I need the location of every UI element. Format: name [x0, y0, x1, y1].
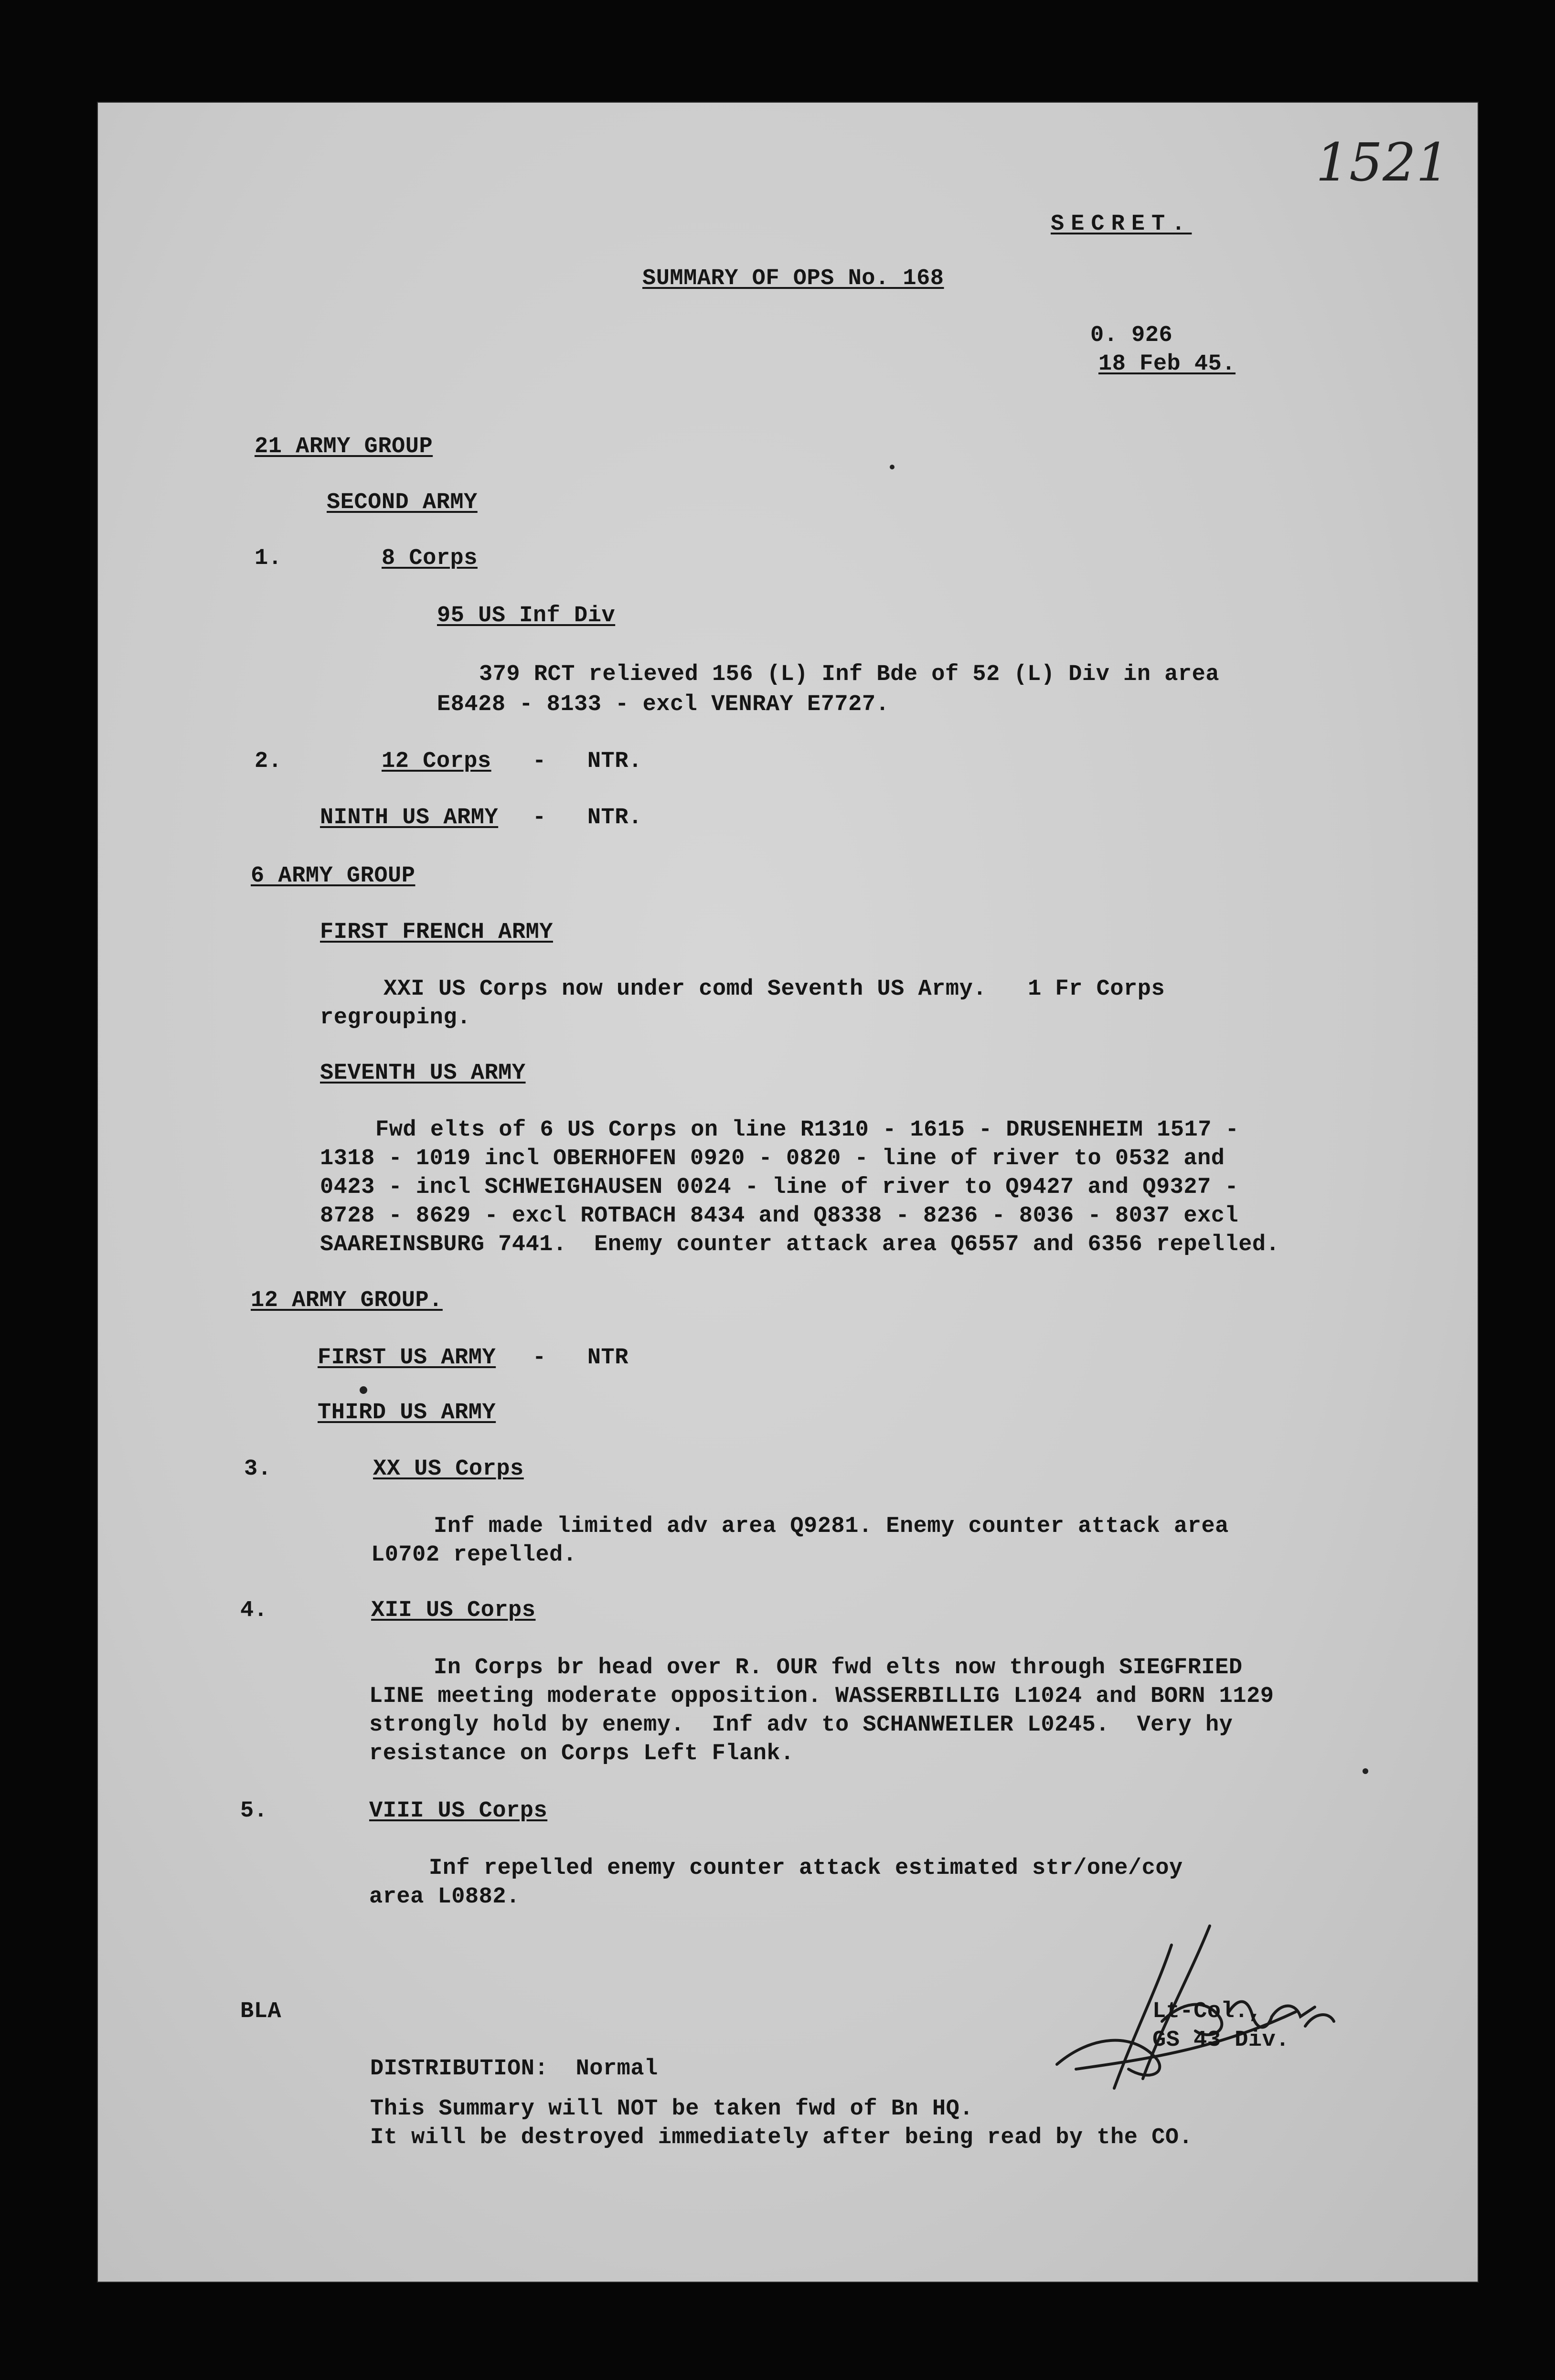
- status-ntr: - NTR: [533, 1345, 628, 1371]
- body-line: XXI US Corps now under comd Seventh US Army. 1 Fr Corps: [383, 977, 1165, 1002]
- status-ntr: - NTR.: [533, 805, 642, 830]
- item-number: 2.: [255, 749, 282, 774]
- body-line: Fwd elts of 6 US Corps on line R1310 - 1615 - DRUSENHEIM 1517 -: [375, 1117, 1239, 1143]
- heading-95-us-inf-div: 95 US Inf Div: [437, 603, 616, 628]
- document-title: SUMMARY OF OPS No. 168: [642, 266, 944, 291]
- body-line: In Corps br head over R. OUR fwd elts now through SIEGFRIED: [434, 1655, 1243, 1680]
- signatory-rank: Lt-Col.,: [1152, 1999, 1262, 2024]
- body-line: L0702 repelled.: [371, 1542, 577, 1568]
- origin-code: BLA: [240, 1999, 282, 2024]
- paper-speck: [360, 1386, 367, 1394]
- body-line: SAAREINSBURG 7441. Enemy counter attack area Q6557 and 6356 repelled.: [320, 1232, 1280, 1257]
- signatory-appointment: GS 43 Div.: [1152, 2028, 1290, 2053]
- body-line: resistance on Corps Left Flank.: [369, 1741, 794, 1766]
- heading-ninth-us-army: NINTH US ARMY: [320, 805, 499, 830]
- folio-number: 1521: [1316, 132, 1449, 193]
- handling-note: This Summary will NOT be taken fwd of Bn HQ.: [370, 2096, 974, 2122]
- body-line: 379 RCT relieved 156 (L) Inf Bde of 52 (L) Div in area: [479, 662, 1220, 687]
- heading-second-army: SECOND ARMY: [327, 490, 478, 515]
- reference-number: 0. 926: [1090, 323, 1173, 348]
- body-line: area L0882.: [369, 1884, 520, 1910]
- heading-first-us-army: FIRST US ARMY: [318, 1345, 496, 1371]
- body-line: Inf made limited adv area Q9281. Enemy counter attack area: [434, 1514, 1229, 1539]
- body-line: LINE meeting moderate opposition. WASSERBILLIG L1024 and BORN 1129: [369, 1684, 1274, 1709]
- heading-8-corps: 8 Corps: [382, 546, 478, 571]
- distribution-line: DISTRIBUTION: Normal: [370, 2056, 658, 2082]
- body-line: Inf repelled enemy counter attack estimated str/one/coy: [429, 1856, 1183, 1881]
- body-line: 0423 - incl SCHWEIGHAUSEN 0024 - line of river to Q9427 and Q9327 -: [320, 1175, 1239, 1200]
- document-date: 18 Feb 45.: [1098, 351, 1236, 377]
- classification-mark: SECRET.: [1051, 212, 1192, 237]
- heading-viii-us-corps: VIII US Corps: [369, 1798, 548, 1824]
- heading-seventh-us-army: SEVENTH US ARMY: [320, 1061, 526, 1086]
- heading-xx-us-corps: XX US Corps: [373, 1456, 524, 1482]
- heading-12-corps: 12 Corps: [382, 749, 491, 774]
- body-line: regrouping.: [320, 1005, 471, 1031]
- heading-xii-us-corps: XII US Corps: [371, 1598, 536, 1623]
- body-line: E8428 - 8133 - excl VENRAY E7727.: [437, 692, 890, 717]
- status-ntr: - NTR.: [533, 749, 642, 774]
- document-page: [97, 102, 1479, 2283]
- item-number: 1.: [255, 546, 282, 571]
- body-line: 1318 - 1019 incl OBERHOFEN 0920 - 0820 - line of river to 0532 and: [320, 1146, 1225, 1171]
- body-line: 8728 - 8629 - excl ROTBACH 8434 and Q8338 - 8236 - 8036 - 8037 excl: [320, 1203, 1239, 1229]
- paper-speck: [890, 465, 895, 469]
- heading-first-french-army: FIRST FRENCH ARMY: [320, 920, 553, 945]
- paper-speck: [1363, 1768, 1368, 1774]
- heading-12-army-group: 12 ARMY GROUP.: [251, 1288, 443, 1313]
- heading-21-army-group: 21 ARMY GROUP: [255, 434, 433, 459]
- item-number: 4.: [240, 1598, 268, 1623]
- heading-6-army-group: 6 ARMY GROUP: [251, 863, 415, 889]
- heading-third-us-army: THIRD US ARMY: [318, 1400, 496, 1425]
- item-number: 3.: [244, 1456, 272, 1482]
- body-line: strongly hold by enemy. Inf adv to SCHANWEILER L0245. Very hy: [369, 1712, 1233, 1738]
- item-number: 5.: [240, 1798, 268, 1824]
- handling-note: It will be destroyed immediately after being read by the CO.: [370, 2125, 1193, 2150]
